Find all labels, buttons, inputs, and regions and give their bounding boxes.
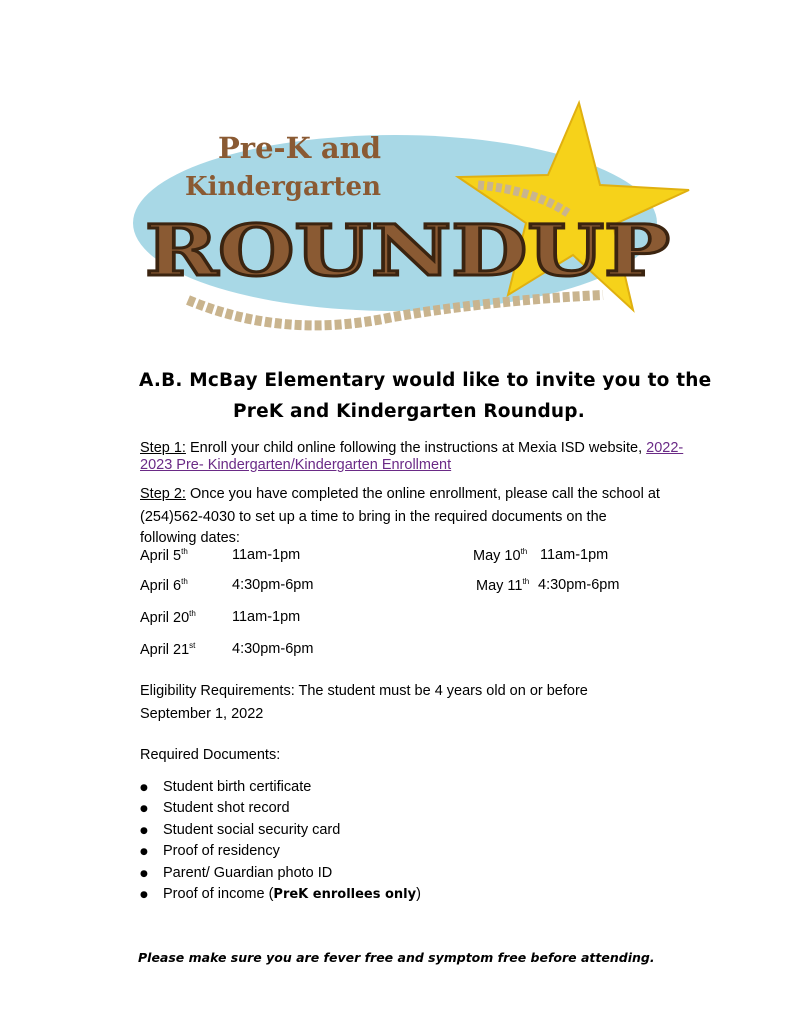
bullet-icon: ● (140, 847, 148, 857)
date-may-10: May 10th (473, 547, 528, 564)
bullet-icon: ● (140, 804, 148, 814)
logo-line-roundup: ROUNDUP (145, 209, 670, 292)
step1-label: Step 1: (140, 440, 186, 456)
time-april-5: 11am-1pm (232, 547, 301, 563)
date-april-6: April 6th (140, 577, 188, 594)
time-april-21: 4:30pm-6pm (232, 641, 314, 657)
bullet-icon: ● (140, 890, 148, 900)
bullet-icon: ● (140, 869, 148, 879)
date-april-20: April 20th (140, 609, 196, 626)
document-item: Parent/ Guardian photo ID (163, 865, 333, 881)
step2-line3: following dates: (140, 530, 240, 546)
document-item: Proof of residency (163, 843, 280, 859)
logo-line-kindergarten: Kindergarten (185, 172, 381, 202)
date-april-21: April 21st (140, 641, 196, 658)
step1-line2 (140, 457, 451, 473)
logo-line-prek: Pre-K and (218, 131, 382, 165)
enrollment-link-part2[interactable]: 2023 Pre- Kindergarten/Kindergarten Enrollment (140, 457, 452, 473)
documents-title: Required Documents: (140, 747, 281, 763)
document-item: Student shot record (163, 800, 290, 816)
document-item: Student birth certificate (163, 779, 312, 795)
document-item: Student social security card (163, 822, 341, 838)
date-may-11: May 11th (476, 577, 530, 594)
time-april-6: 4:30pm-6pm (232, 577, 314, 593)
page-heading-line1: A.B. McBay Elementary would like to invite you to the (139, 370, 712, 391)
time-april-20: 11am-1pm (232, 609, 301, 625)
health-note: Please make sure you are fever free and symptom free before attending. (138, 950, 655, 965)
step2-line2: (254)562-4030 to set up a time to bring in the required documents on the (140, 509, 607, 525)
time-may-10: 11am-1pm (540, 547, 609, 563)
step1-text: Enroll your child online following the instructions at Mexia ISD website, (185, 440, 647, 456)
prek-only-note: PreK enrollees only (273, 887, 417, 902)
eligibility-line1: Eligibility Requirements: The student must be 4 years old on or before (140, 683, 588, 699)
page-heading-line2: PreK and Kindergarten Roundup. (233, 401, 585, 422)
roundup-logo (133, 95, 698, 340)
step1-line1 (140, 440, 683, 456)
bullet-icon: ● (140, 826, 148, 836)
step2-text: Once you have completed the online enrollment, please call the school at (185, 486, 660, 502)
time-may-11: 4:30pm-6pm (538, 577, 620, 593)
document-item-income: Proof of income (PreK enrollees only) (163, 886, 421, 902)
enrollment-link-part1[interactable]: 2022- (646, 440, 684, 456)
eligibility-line2: September 1, 2022 (140, 706, 264, 722)
step2-line1 (140, 486, 660, 502)
date-april-5: April 5th (140, 547, 188, 564)
bullet-icon: ● (140, 783, 148, 793)
step2-label: Step 2: (140, 486, 186, 502)
